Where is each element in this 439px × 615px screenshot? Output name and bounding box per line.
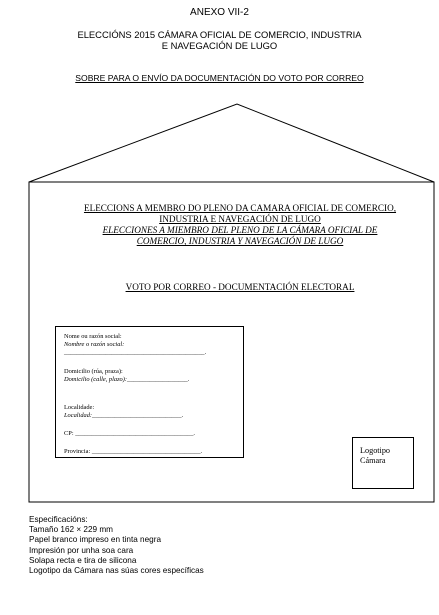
locality-label-es: Localidad: <box>64 412 93 420</box>
address-es-row <box>64 376 189 384</box>
locality-field <box>64 404 183 420</box>
logo-line-2: Cámara <box>360 456 386 465</box>
address-label-es: Domicilio (calle, plazo): <box>64 376 128 384</box>
specifications <box>29 515 204 576</box>
envelope-title-es-line-2: COMERCIO, INDUSTRIA Y NAVEGACIÓN DE LUGO <box>136 236 344 246</box>
envelope-title <box>60 203 420 247</box>
spec-item: Solapa recta e tira de silicona <box>29 555 137 565</box>
postal-code-field <box>64 430 195 438</box>
province-field <box>64 448 202 456</box>
vote-by-mail-label-text: VOTO POR CORREO - DOCUMENTACIÓN ELECTORAL <box>125 282 355 292</box>
province-line: __________________________________. <box>91 448 203 455</box>
name-label-gl: Nome ou razón social: <box>64 333 122 340</box>
spec-item: Tamaño 162 × 229 mm <box>29 525 113 535</box>
postal-code-line: _____________________________________. <box>75 430 196 437</box>
logo-line-1: Logotipo <box>360 446 391 455</box>
name-field <box>64 333 206 358</box>
locality-line: ____________________________. <box>92 412 184 420</box>
logo-placeholder-text <box>360 446 390 466</box>
locality-es-row <box>64 412 183 420</box>
envelope-title-es-line-1: ELECCIONES A MIEMBRO DEL PLENO DE LA CÁMARA OFICIAL DE <box>102 225 378 235</box>
envelope-title-gl-line-1: ELECCIONS A MEMBRO DO PLENO DA CAMARA OFICIAL DE COMERCIO, <box>83 203 397 213</box>
document-title-line-2: E NAVEGACIÓN DE LUGO <box>161 40 278 51</box>
spec-item: Logotipo da Cámara nas súas cores específicas <box>29 566 204 576</box>
address-line: ___________________. <box>127 376 190 384</box>
address-field <box>64 368 189 384</box>
spec-item: Papel branco impreso en tinta negra <box>29 535 161 545</box>
spec-item: Impresión por unha soa cara <box>29 545 134 555</box>
address-label-gl: Domicilio (rúa, praza): <box>64 368 123 375</box>
postal-code-label: CP: <box>64 430 74 437</box>
annex-label: ANEXO VII-2 <box>190 7 249 18</box>
envelope-flap <box>29 104 434 182</box>
envelope-heading-text: SOBRE PARA O ENVÍO DA DOCUMENTACIÓN DO VOTO POR CORREO <box>75 73 364 83</box>
document-title-line-1: ELECCIÓNS 2015 CÁMARA OFICIAL DE COMERCIO, INDUSTRIA <box>77 29 362 40</box>
specifications-heading: Especificacións: <box>29 515 88 524</box>
name-label-es: Nombre o razón social: <box>64 341 125 349</box>
sender-box <box>55 326 244 458</box>
envelope-title-gl-line-2: INDUSTRIA E NAVEGACIÓN DE LUGO <box>159 214 321 224</box>
vote-by-mail-label <box>60 282 420 292</box>
province-label: Provincia: <box>64 448 91 455</box>
locality-label-gl: Localidade: <box>64 404 95 411</box>
chamber-logo-placeholder <box>352 437 414 489</box>
name-line: ____________________________________________. <box>64 349 207 357</box>
